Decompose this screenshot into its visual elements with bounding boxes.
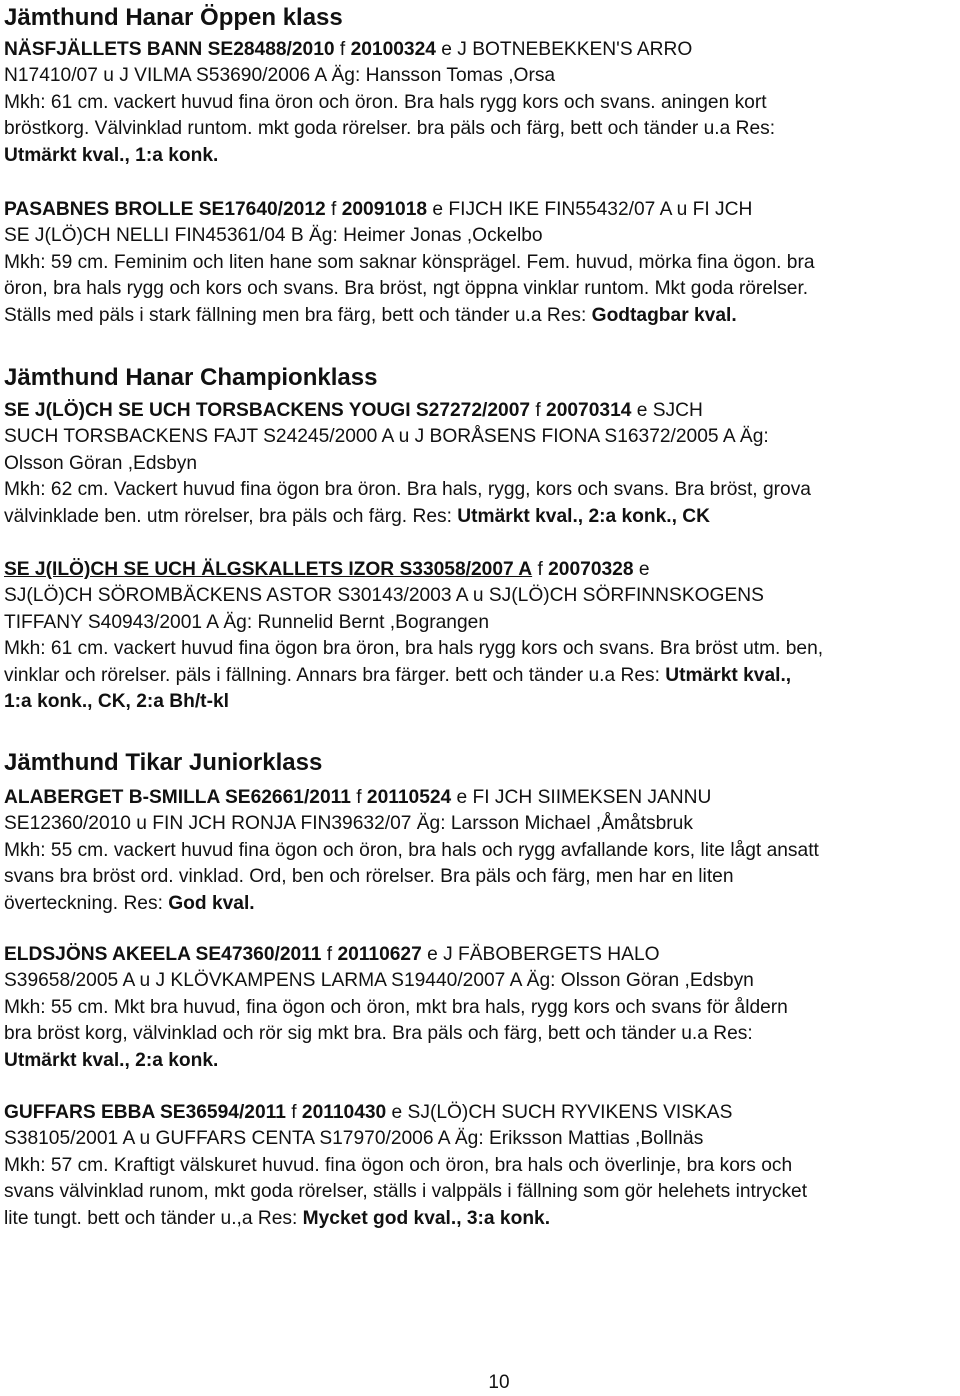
dog-entry: [4, 785, 819, 917]
entry-line: [4, 583, 823, 609]
text-run: f: [334, 39, 351, 60]
text-run: e FIJCH IKE FIN55432/07 A u FI JCH: [427, 199, 753, 220]
text-run: f: [530, 400, 547, 421]
dog-entry: [4, 557, 823, 715]
text-run: Olsson Göran ,Edsbyn: [4, 452, 198, 474]
bold-text-run: 20070314: [546, 400, 632, 421]
text-run: SE12360/2010 u FIN JCH RONJA FIN39632/07 Äg: Larsson Michael ,Åmåtsbruk: [4, 813, 693, 835]
entry-line: [4, 636, 823, 662]
entry-line: [4, 424, 811, 450]
entry-line: [4, 864, 819, 890]
text-run: Mkh: 59 cm. Feminim och liten hane som saknar könsprägel. Fem. huvud, mörka fina ögon. bra: [4, 251, 815, 273]
text-run: e FI JCH SIIMEKSEN JANNU: [451, 787, 712, 808]
text-run: öron, bra hals rygg och kors och svans. Bra bröst, ngt öppna vinklar runtom. Mkt goda rörelser.: [4, 278, 809, 300]
bold-text-run: ALABERGET B-SMILLA SE62661/2011: [4, 787, 351, 808]
text-run: e: [633, 559, 650, 580]
text-run: SE J(LÖ)CH NELLI FIN45361/04 B Äg: Heimer Jonas ,Ockelbo: [4, 225, 543, 247]
text-run: Mkh: 61 cm. vackert huvud fina öron och öron. Bra hals rygg kors och svans. aningen kort: [4, 91, 767, 113]
bold-text-run: Utmärkt kval.,: [665, 664, 792, 686]
dog-entry: [4, 197, 815, 329]
entry-line: [4, 610, 823, 636]
text-run: Mkh: 55 cm. Mkt bra huvud, fina ögon och öron, mkt bra hals, rygg kors och svans för åldern: [4, 996, 788, 1018]
entry-line: [4, 143, 775, 169]
entry-line: [4, 504, 811, 530]
entry-line: [4, 63, 775, 89]
entry-line: [4, 90, 775, 116]
text-run: e J FÄBOBERGETS HALO: [421, 944, 660, 965]
text-run: Mkh: 57 cm. Kraftigt välskuret huvud. fina ögon och öron, bra hals och överlinje, bra kors och: [4, 1154, 793, 1176]
text-run: överteckning. Res:: [4, 892, 169, 914]
entry-line: [4, 398, 811, 424]
text-run: välvinklade ben. utm rörelser, bra päls och färg. Res:: [4, 505, 458, 527]
text-run: Ställs med päls i stark fällning men bra färg, bett och tänder u.a Res:: [4, 304, 592, 326]
bold-text-run: 20110430: [301, 1102, 387, 1123]
entry-line: [4, 1126, 807, 1152]
text-run: Mkh: 61 cm. vackert huvud fina ögon bra öron, bra hals rygg kors och svans. Bra bröst utm. ben,: [4, 638, 824, 660]
bold-text-run: GUFFARS EBBA SE36594/2011: [4, 1102, 286, 1123]
entry-line: [4, 1100, 807, 1126]
section-title: Jämthund Hanar Öppen klass: [4, 4, 343, 31]
bold-text-run: 20070328: [548, 559, 634, 580]
text-run: f: [321, 944, 338, 965]
bold-text-run: Godtagbar kval.: [591, 304, 737, 326]
bold-text-run: 20110627: [337, 944, 422, 965]
bold-text-run: ELDSJÖNS AKEELA SE47360/2011: [4, 944, 322, 965]
entry-line: [4, 663, 823, 689]
bold-text-run: God kval.: [168, 892, 255, 914]
entry-line: [4, 1048, 788, 1074]
entry-line: [4, 1153, 807, 1179]
section-title: Jämthund Tikar Juniorklass: [4, 749, 323, 776]
text-run: N17410/07 u J VILMA S53690/2006 A Äg: Hansson Tomas ,Orsa: [4, 65, 556, 87]
bold-text-run: Utmärkt kval., 1:a konk.: [4, 144, 219, 166]
entry-line: [4, 303, 815, 329]
entry-line: [4, 968, 788, 994]
entry-line: [4, 451, 811, 477]
text-run: Mkh: 62 cm. Vackert huvud fina ögon bra öron. Bra hals, rygg, kors och svans. Bra bröst, grova: [4, 479, 811, 501]
text-run: e SJ(LÖ)CH SUCH RYVIKENS VISKAS: [386, 1102, 733, 1123]
text-run: e SJCH: [631, 400, 703, 421]
text-run: f: [285, 1102, 302, 1123]
bold-text-run: NÄSFJÄLLETS BANN SE28488/2010: [4, 39, 335, 60]
text-run: svans bra bröst ord. vinklad. Ord, ben och rörelser. Bra päls och färg, men har en liten: [4, 866, 734, 888]
entry-line: [4, 689, 823, 715]
text-run: SUCH TORSBACKENS FAJT S24245/2000 A u J BORÅSENS FIONA S16372/2005 A Äg:: [4, 426, 769, 448]
entry-line: [4, 811, 819, 837]
text-run: SJ(LÖ)CH SÖROMBÄCKENS ASTOR S30143/2003 A u SJ(LÖ)CH SÖRFINNSKOGENS: [4, 585, 764, 607]
entry-line: [4, 37, 775, 63]
bold-text-run: SE J(ILÖ)CH SE UCH ÄLGSKALLETS IZOR S33058/2007 A: [4, 559, 533, 580]
text-run: S39658/2005 A u J KLÖVKAMPENS LARMA S19440/2007 A Äg: Olsson Göran ,Edsbyn: [4, 970, 754, 992]
text-run: bröstkorg. Välvinklad runtom. mkt goda rörelser. bra päls och färg, bett och tänder u.a Res:: [4, 118, 776, 140]
text-run: svans välvinklad runom, mkt goda rörelser, ställs i valppäls i fällning som gör helehets intrycket: [4, 1181, 808, 1203]
entry-line: [4, 838, 819, 864]
bold-text-run: Utmärkt kval., 2:a konk., CK: [457, 505, 710, 527]
text-run: S38105/2001 A u GUFFARS CENTA S17970/2006 A Äg: Eriksson Mattias ,Bollnäs: [4, 1128, 704, 1150]
entry-line: [4, 250, 815, 276]
dog-entry: [4, 942, 788, 1074]
text-run: bra bröst korg, välvinklad och rör sig mkt bra. Bra päls och färg, bett och tänder u.a Res:: [4, 1023, 753, 1045]
bold-text-run: Mycket god kval., 3:a konk.: [302, 1207, 551, 1229]
entry-line: [4, 891, 819, 917]
text-run: Mkh: 55 cm. vackert huvud fina ögon och öron, bra hals och rygg avfallande kors, lite lågt ansatt: [4, 839, 819, 861]
entry-line: [4, 197, 815, 223]
entry-line: [4, 995, 788, 1021]
entry-line: [4, 942, 788, 968]
entry-line: [4, 276, 815, 302]
entry-line: [4, 785, 819, 811]
text-run: TIFFANY S40943/2001 A Äg: Runnelid Bernt ,Bograngen: [4, 611, 489, 633]
bold-text-run: 20110524: [366, 787, 452, 808]
bold-text-run: 1:a konk., CK, 2:a Bh/t-kl: [4, 691, 229, 713]
text-run: f: [325, 199, 342, 220]
dog-entry: [4, 1100, 807, 1232]
bold-text-run: 20100324: [350, 39, 436, 60]
bold-text-run: 20091018: [341, 199, 428, 220]
entry-line: [4, 557, 823, 583]
text-run: lite tungt. bett och tänder u.,a Res:: [4, 1207, 303, 1229]
entry-line: [4, 1206, 807, 1232]
bold-text-run: Utmärkt kval., 2:a konk.: [4, 1049, 219, 1071]
entry-line: [4, 116, 775, 142]
entry-line: [4, 223, 815, 249]
dog-entry: [4, 398, 811, 530]
text-run: vinklar och rörelser. päls i fällning. Annars bra färger. bett och tänder u.a Res:: [4, 664, 666, 686]
entry-line: [4, 1179, 807, 1205]
entry-line: [4, 1021, 788, 1047]
text-run: e J BOTNEBEKKEN'S ARRO: [435, 39, 693, 60]
page-number: 10: [488, 1372, 510, 1393]
bold-text-run: PASABNES BROLLE SE17640/2012: [4, 199, 326, 220]
section-title: Jämthund Hanar Championklass: [4, 364, 378, 391]
text-run: f: [350, 787, 367, 808]
bold-text-run: SE J(LÖ)CH SE UCH TORSBACKENS YOUGI S27272/2007: [4, 400, 531, 421]
text-run: f: [532, 559, 549, 580]
dog-entry: [4, 37, 775, 169]
entry-line: [4, 477, 811, 503]
